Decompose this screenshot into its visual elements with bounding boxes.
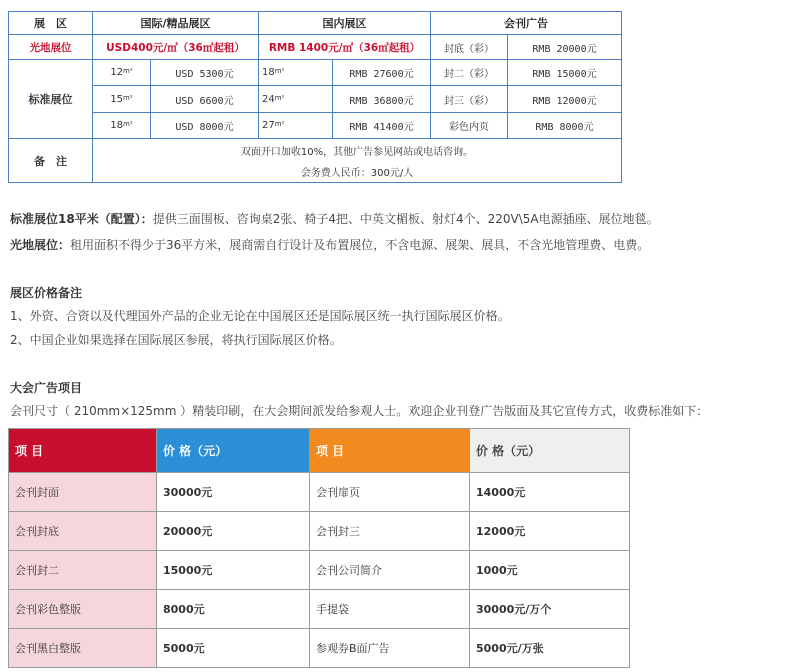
header-domestic: 国内展区	[259, 12, 431, 35]
ad-item-price: 20000元	[157, 512, 310, 551]
ad-item-price: 12000元	[470, 512, 630, 551]
table-row	[9, 590, 630, 629]
header-intl: 国际/精品展区	[93, 12, 259, 35]
ad-item-price: 5000元/万张	[470, 629, 630, 668]
ad-price: RMB 20000元	[508, 35, 622, 59]
table-row	[9, 473, 630, 512]
ads-header-item: 项 目	[9, 429, 157, 473]
ad-item-price: 14000元	[470, 473, 630, 512]
header-zone: 展 区	[9, 12, 93, 35]
ad-item: 会刊彩色整版	[9, 590, 157, 629]
raw-space-domestic-price: RMB 1400元/㎡（36㎡起租）	[259, 35, 431, 59]
raw-space-title: 光地展位：	[10, 238, 71, 252]
ad-name: 封三（彩）	[431, 86, 508, 113]
ad-item: 会刊封底	[9, 512, 157, 551]
ad-price: RMB 15000元	[508, 59, 622, 86]
note-line-1: 双面开口加收10%，其他广告参见网站或电话咨询。	[93, 139, 622, 162]
ad-item: 会刊扉页	[310, 473, 470, 512]
ad-price: RMB 8000元	[508, 112, 622, 139]
ad-price: RMB 12000元	[508, 86, 622, 113]
ad-name: 彩色内页	[431, 112, 508, 139]
ad-name: 封底（彩）	[431, 35, 508, 59]
ad-item: 会刊封二	[9, 551, 157, 590]
ad-item-price: 8000元	[157, 590, 310, 629]
ad-item: 手提袋	[310, 590, 470, 629]
intl-price: USD 6600元	[151, 86, 259, 113]
table-row	[9, 629, 630, 668]
ad-item-price: 30000元/万个	[470, 590, 630, 629]
intl-area: $18^{m^2}$	[93, 112, 151, 139]
intl-area: $12^{m^2}$	[93, 59, 151, 86]
ad-item: 会刊黑白整版	[9, 629, 157, 668]
raw-space-intl-price: USD400元/㎡（36㎡起租）	[93, 35, 259, 59]
ad-name: 封二（彩）	[431, 59, 508, 86]
ad-section-heading: 大会广告项目	[10, 381, 83, 395]
raw-space-desc: 光地展位：租用面积不得少于36平方米，展商需自行设计及布置展位，不含电源、展架、展具，不含光地管理费、电费。	[10, 238, 650, 252]
ad-item-price: 5000元	[157, 629, 310, 668]
standard-booth-desc: 标准展位18平米（配置）：提供三面围板、咨询桌2张、椅子4把、中英文楣板、射灯4个、220V\5A电源插座、展位地毯。	[10, 212, 659, 226]
ad-price-table	[8, 428, 630, 668]
domestic-area: $27^{m^2}$	[259, 112, 333, 139]
intl-area: $15^{m^2}$	[93, 86, 151, 113]
ad-item: 会刊封面	[9, 473, 157, 512]
ad-item-price: 15000元	[157, 551, 310, 590]
domestic-area: $18^{m^2}$	[259, 59, 333, 86]
ad-section-desc: 会刊尺寸（ 210mm×125mm ）精装印刷，在大会期间派发给参观人士。欢迎企业刊登广告版面及其它宣传方式，收费标准如下：	[10, 404, 709, 418]
ads-header-price: 价 格（元）	[470, 429, 630, 473]
header-catalog-ad: 会刊广告	[431, 12, 622, 35]
price-notes-heading: 展区价格备注	[10, 286, 83, 300]
ad-item-price: 1000元	[470, 551, 630, 590]
price-note-2: 2、中国企业如果选择在国际展区参展，将执行国际展区价格。	[10, 333, 342, 347]
ad-item: 会刊公司简介	[310, 551, 470, 590]
domestic-price: RMB 27600元	[333, 59, 431, 86]
ads-header-item: 项 目	[310, 429, 470, 473]
note-line-2: 会务费人民币：300元/人	[93, 162, 622, 183]
notes-label: 备 注	[9, 139, 93, 183]
intl-price: USD 5300元	[151, 59, 259, 86]
domestic-area: $24^{m^2}$	[259, 86, 333, 113]
standard-booth-label: 标准展位	[9, 59, 93, 139]
intl-price: USD 8000元	[151, 112, 259, 139]
ad-item: 会刊封三	[310, 512, 470, 551]
price-note-1: 1、外资、合资以及代理国外产品的企业无论在中国展区还是国际展区统一执行国际展区价格。	[10, 309, 510, 323]
ad-item-price: 30000元	[157, 473, 310, 512]
standard-booth-title: 标准展位18平米（配置）：	[10, 212, 153, 226]
domestic-price: RMB 41400元	[333, 112, 431, 139]
table-row	[9, 551, 630, 590]
domestic-price: RMB 36800元	[333, 86, 431, 113]
ads-header-price: 价 格（元）	[157, 429, 310, 473]
booth-price-table	[8, 11, 622, 183]
ad-item: 参观券B面广告	[310, 629, 470, 668]
table-row	[9, 512, 630, 551]
raw-space-label: 光地展位	[9, 35, 93, 59]
